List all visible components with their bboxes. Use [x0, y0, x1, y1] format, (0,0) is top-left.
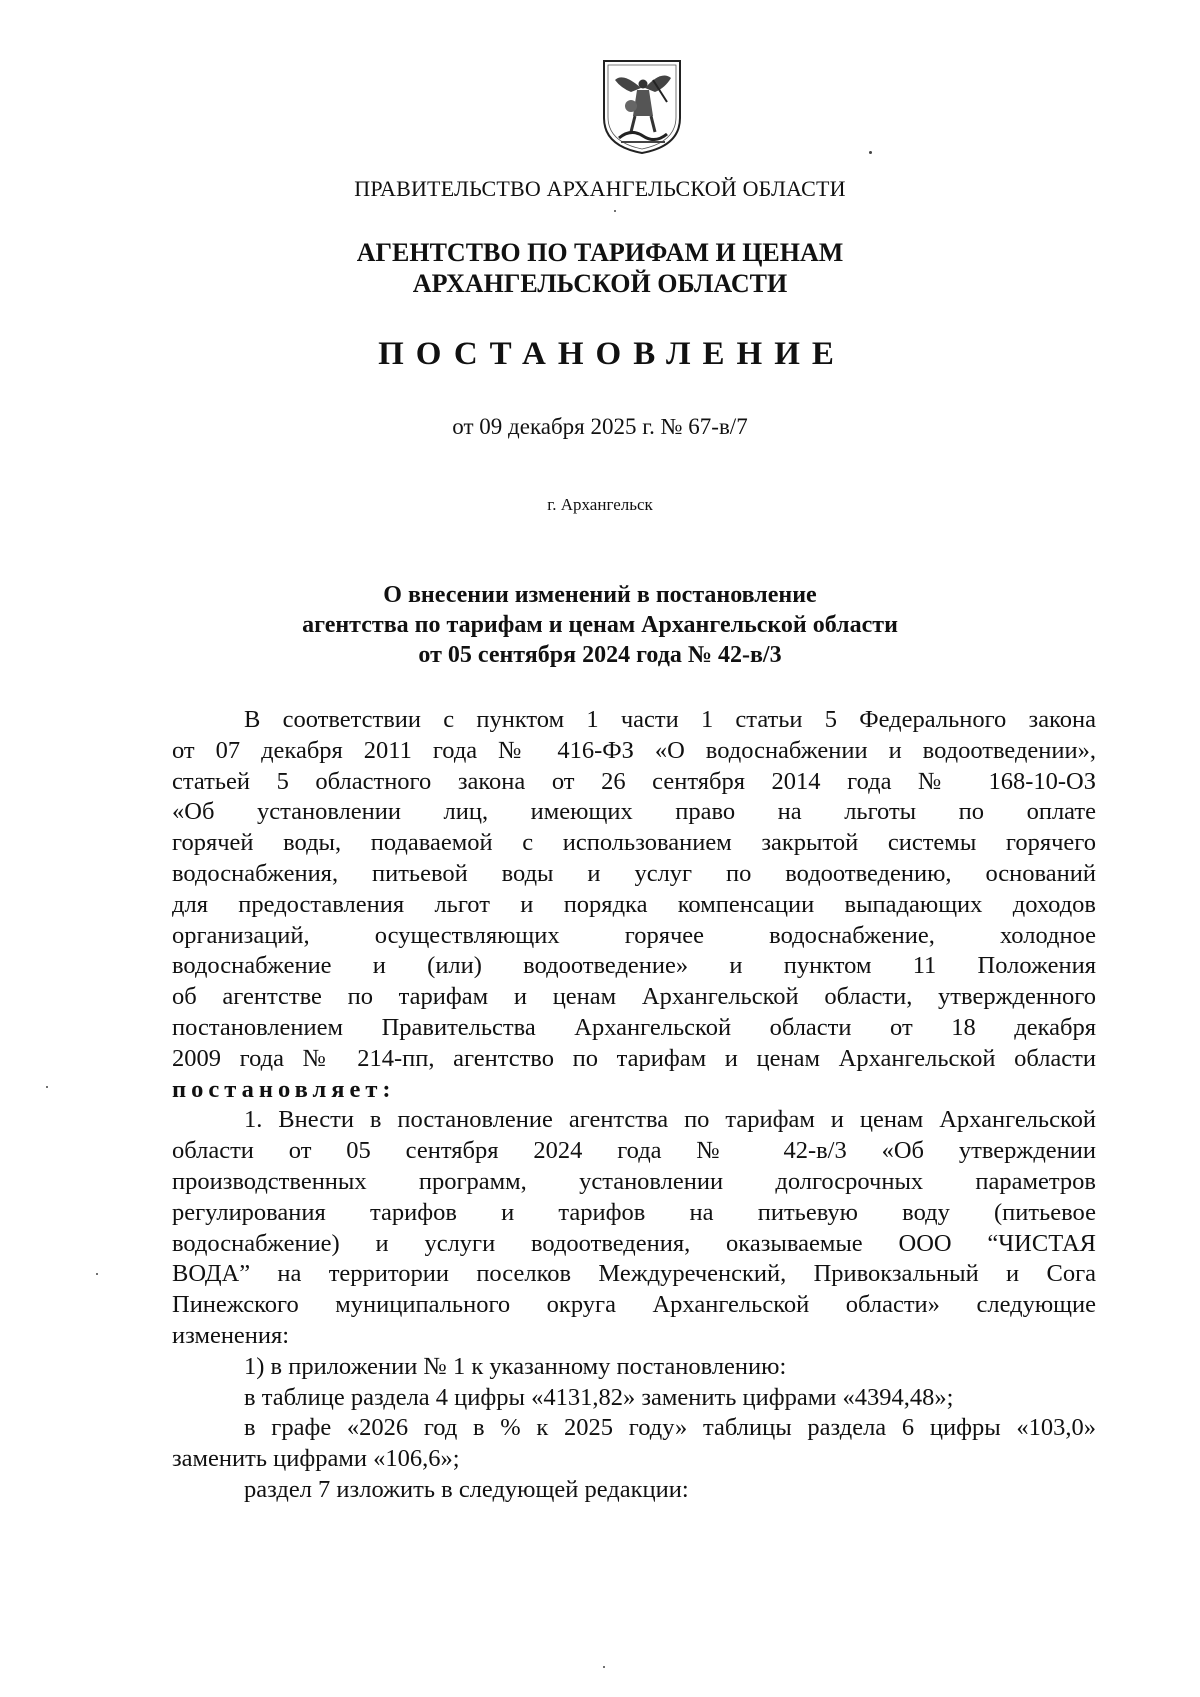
- preamble-line: статьей 5 областного закона от 26 сентября 2014 года № 168-10-ОЗ: [172, 767, 1096, 795]
- item-1-line: Пинежского муниципального округа Архангельской области» следующие: [172, 1291, 1096, 1319]
- subject-line2: агентства по тарифам и ценам Архангельской области: [302, 612, 898, 638]
- government-name: ПРАВИТЕЛЬСТВО АРХАНГЕЛЬСКОЙ ОБЛАСТИ: [354, 176, 846, 201]
- document-date-number: от 09 декабря 2025 г. № 67-в/7: [452, 414, 748, 439]
- item-1-line: производственных программ, установлении долгосрочных параметров: [172, 1167, 1096, 1195]
- preamble-paragraph: [172, 705, 1096, 1105]
- preamble-line: об агентстве по тарифам и ценам Архангельской области, утвержденного: [172, 983, 1096, 1011]
- document-subject: [0, 580, 1200, 670]
- item-1-line: ВОДА” на территории поселков Междуреченский, Привокзальный и Сога: [172, 1260, 1096, 1288]
- document-body: [172, 705, 1096, 1506]
- scan-speck: [96, 1273, 98, 1275]
- item-1-line: области от 05 сентября 2024 года № 42-в/3 «Об утверждении: [172, 1137, 1096, 1165]
- subitem-1b-paragraph: [172, 1413, 1096, 1475]
- preamble-line: водоснабжения, питьевой воды и услуг по водоотведению, оснований: [172, 859, 1096, 887]
- agency-name-line1: АГЕНТСТВО ПО ТАРИФАМ И ЦЕНАМ: [356, 238, 844, 267]
- subject-line1: О внесении изменений в постановление: [383, 582, 817, 608]
- subitem-1-line: 1) в приложении № 1 к указанному постановлению:: [244, 1352, 787, 1380]
- document-city: г. Архангельск: [547, 495, 653, 514]
- coat-of-arms-emblem: [601, 58, 683, 156]
- scan-speck: [603, 1666, 605, 1668]
- subitem-1c-line: раздел 7 изложить в следующей редакции:: [244, 1475, 689, 1503]
- resolution-keyword: постановляет:: [172, 1075, 396, 1103]
- preamble-line: постановлением Правительства Архангельской области от 18 декабря: [172, 1013, 1096, 1041]
- preamble-line: водоснабжение и (или) водоотведение» и пунктом 11 Положения: [172, 952, 1096, 980]
- item-1-line: регулирования тарифов и тарифов на питьевую воду (питьевое: [172, 1198, 1096, 1226]
- item-1-line: изменения:: [172, 1321, 290, 1349]
- subitem-1-paragraph: [172, 1352, 1096, 1383]
- preamble-line: для предоставления льгот и порядка компенсации выпадающих доходов: [172, 890, 1096, 918]
- preamble-line: организаций, осуществляющих горячее водоснабжение, холодное: [172, 921, 1096, 949]
- agency-name-line2: АРХАНГЕЛЬСКОЙ ОБЛАСТИ: [412, 269, 788, 298]
- scan-speck: [869, 151, 872, 154]
- subitem-1c-paragraph: [172, 1475, 1096, 1506]
- preamble-line: В соответствии с пунктом 1 части 1 статьи 5 Федерального закона: [244, 706, 1096, 733]
- subitem-1a-line: в таблице раздела 4 цифры «4131,82» заменить цифрами «4394,48»;: [244, 1383, 954, 1411]
- item-1-paragraph: [172, 1105, 1096, 1351]
- preamble-line: «Об установлении лиц, имеющих право на льготы по оплате: [172, 798, 1096, 826]
- document-type-title: ПОСТАНОВЛЕНИЕ: [378, 336, 846, 372]
- item-1-line: водоснабжение) и услуги водоотведения, оказываемые ООО “ЧИСТАЯ: [172, 1229, 1096, 1257]
- subitem-1a-paragraph: [172, 1383, 1096, 1414]
- subject-line3: от 05 сентября 2024 года № 42-в/3: [418, 642, 782, 668]
- scan-speck: [46, 1086, 48, 1088]
- item-1-line: 1. Внести в постановление агентства по тарифам и ценам Архангельской: [244, 1106, 1096, 1134]
- subitem-1b-line: в графе «2026 год в % к 2025 году» таблицы раздела 6 цифры «103,0»: [244, 1414, 1096, 1442]
- subitem-1b-line: заменить цифрами «106,6»;: [172, 1445, 460, 1473]
- preamble-line: 2009 года № 214-пп, агентство по тарифам и ценам Архангельской области: [172, 1044, 1096, 1072]
- preamble-line: от 07 декабря 2011 года № 416-ФЗ «О водоснабжении и водоотведении»,: [172, 736, 1096, 764]
- agency-name: [0, 237, 1200, 299]
- scan-speck: [614, 210, 616, 212]
- preamble-line: горячей воды, подаваемой с использованием закрытой системы горячего: [172, 829, 1096, 857]
